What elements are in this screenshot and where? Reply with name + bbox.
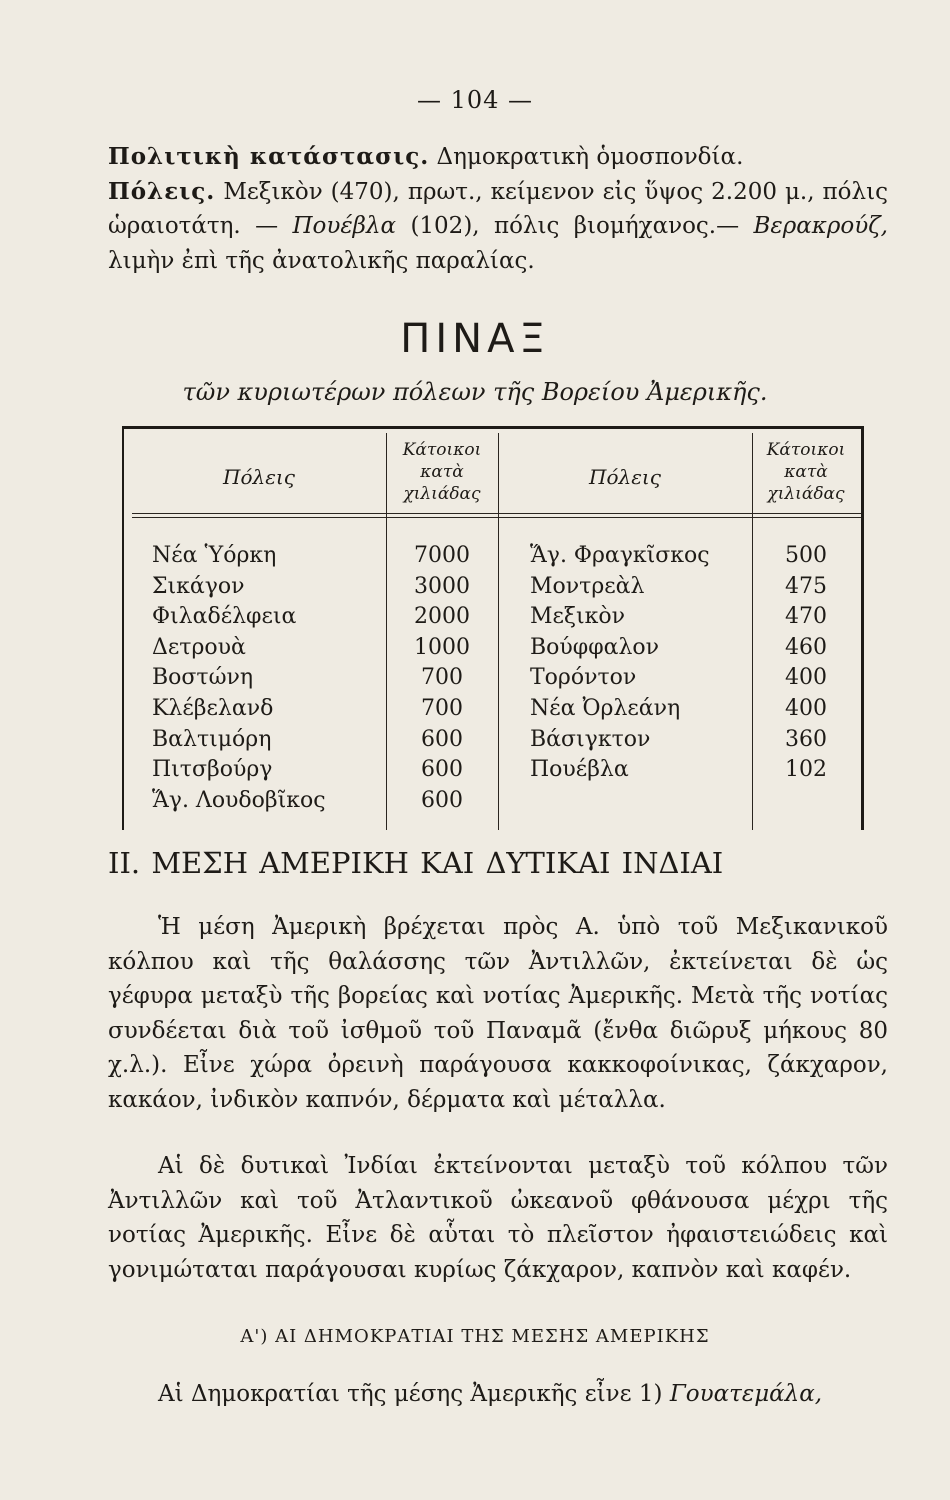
left-city-column bbox=[152, 541, 326, 816]
table-title: ΠΙΝΑΞ bbox=[400, 316, 550, 362]
right-city-column bbox=[530, 541, 710, 786]
sub-heading: Α') ΑΙ ΔΗΜΟΚΡΑΤΙΑΙ ΤΗΣ ΜΕΣΗΣ ΑΜΕΡΙΚΗΣ bbox=[240, 1326, 710, 1347]
table-cell-city: Βαλτιμόρη bbox=[152, 726, 272, 752]
paragraph-west-indies: Αἱ δὲ δυτικαὶ Ἰνδίαι ἐκτείνονται μεταξὺ τοῦ κόλπου τῶν Ἀντιλλῶν καὶ τοῦ Ἀτλαντικοῦ ὠκεανοῦ φθάνουσα μέχρι τῆς νοτίας Ἀμερικῆς. Εἶνε δὲ αὗται τὸ πλεῖστον ἠφαιστειώδεις καὶ γονιμώταται παράγουσαι κυρίως ζάκχαρον, καπνὸν καὶ καφέν. bbox=[108, 1153, 888, 1283]
table-subtitle: τῶν κυριωτέρων πόλεων τῆς Βορείου Ἀμερικῆς. bbox=[182, 378, 768, 406]
header-pop-line1: Κάτοικοι bbox=[766, 440, 846, 460]
mexico-text: Μεξικὸν (470), πρωτ., κείμενον εἰς ὕψος 2.200 μ., πόλις ὡραιοτάτη. — bbox=[108, 178, 888, 239]
table-cell-city: Τορόντον bbox=[530, 665, 637, 691]
header-divider bbox=[132, 513, 861, 514]
header-pop-line1: Κάτοικοι bbox=[402, 440, 482, 460]
table-cell-value: 600 bbox=[421, 726, 463, 752]
table-cell-value: 1000 bbox=[414, 634, 470, 660]
header-divider bbox=[132, 517, 861, 518]
header-pop-line2: κατὰ bbox=[784, 462, 828, 482]
political-text: Δημοκρατικὴ ὁμοσπονδία. bbox=[429, 144, 744, 170]
page-number: — 104 — bbox=[416, 86, 534, 114]
table-cell-city: Δετρουὰ bbox=[152, 634, 246, 660]
cities-table bbox=[122, 426, 864, 830]
table-cell-value: 475 bbox=[785, 573, 827, 599]
table-cell-value: 460 bbox=[785, 634, 827, 660]
last-line bbox=[108, 1377, 888, 1412]
header-cities-left: Πόλεις bbox=[223, 465, 295, 489]
left-value-column bbox=[386, 541, 498, 816]
political-label: Πολιτικὴ κατάστασις. bbox=[108, 143, 430, 170]
veracruz-text: λιμὴν ἐπὶ τῆς ἀνατολικῆς παραλίας. bbox=[108, 247, 535, 274]
veracruz-name: Βερακρούζ, bbox=[753, 213, 888, 239]
table-cell-value: 7000 bbox=[414, 543, 470, 568]
puebla-name: Πουέβλα bbox=[292, 213, 397, 239]
header-cities-right: Πόλεις bbox=[589, 465, 661, 489]
header-population-right bbox=[752, 439, 860, 505]
table-cell-city: Φιλαδέλφεια bbox=[152, 604, 297, 630]
header-pop-line2: κατὰ bbox=[420, 462, 464, 482]
table-cell-value: 400 bbox=[785, 695, 827, 721]
table-cell-value: 470 bbox=[785, 604, 827, 630]
table-cell-city: Νέα Ὑόρκη bbox=[152, 543, 277, 568]
table-cell-value: 360 bbox=[785, 726, 827, 752]
column-divider bbox=[498, 433, 499, 830]
guatemala-name: Γουατεμάλα, bbox=[669, 1381, 823, 1407]
table-cell-value: 2000 bbox=[414, 604, 470, 630]
table-cell-value: 400 bbox=[785, 665, 827, 691]
cities-label: Πόλεις. bbox=[108, 177, 216, 205]
header-pop-line3: χιλιάδας bbox=[767, 484, 845, 504]
header-pop-line3: χιλιάδας bbox=[403, 484, 481, 504]
table-cell-value: 500 bbox=[785, 543, 827, 568]
table-cell-city: Βοστώνη bbox=[152, 665, 254, 691]
table-cell-city: Βούφφαλον bbox=[530, 634, 660, 660]
table-cell-value: 600 bbox=[421, 787, 463, 813]
table-cell-city: Ἅγ. Λουδοβῖκος bbox=[152, 787, 326, 813]
table-cell-value: 600 bbox=[421, 757, 463, 783]
table-cell-city: Νέα Ὀρλεάνη bbox=[530, 695, 681, 721]
section-heading: II. ΜΕΣΗ ΑΜΕΡΙΚΗ ΚΑΙ ΔΥΤΙΚΑΙ ΙΝΔΙΑΙ bbox=[108, 846, 724, 880]
table-cell-city: Κλέβελανδ bbox=[152, 695, 274, 721]
table-cell-value: 700 bbox=[421, 695, 463, 721]
paragraph-central-america: Ἡ μέση Ἀμερικὴ βρέχεται πρὸς Α. ὑπὸ τοῦ Μεξικανικοῦ κόλπου καὶ τῆς θαλάσσης τῶν Ἀντιλλῶν, ἐκτείνεται δὲ ὡς γέφυρα μεταξὺ τῆς βορείας καὶ νοτίας Ἀμερικῆς. Μετὰ τῆς νοτίας συνδέεται διὰ τοῦ ἰσθμοῦ τοῦ Παναμᾶ (ἔνθα διῶρυξ μήκους 80 χ.λ.). Εἶνε χώρα ὀρεινὴ παράγουσα κακκοφοίνικας, ζάκχαρον, κακάον, ἰνδικὸν καπνόν, δέρματα καὶ μέταλλα. bbox=[108, 914, 888, 1113]
table-cell-city: Μοντρεὰλ bbox=[530, 573, 645, 599]
right-value-column bbox=[752, 541, 860, 786]
last-line-text: Αἱ Δημοκρατίαι τῆς μέσης Ἀμερικῆς εἶνε 1) bbox=[158, 1381, 670, 1407]
intro-paragraph bbox=[108, 140, 888, 278]
header-population-left bbox=[386, 439, 498, 505]
table-cell-city: Σικάγον bbox=[152, 573, 245, 599]
puebla-text: (102), πόλις βιομήχανος.— bbox=[396, 213, 754, 239]
table-cell-city: Μεξικὸν bbox=[530, 604, 626, 630]
table-cell-value: 3000 bbox=[414, 573, 470, 599]
table-cell-city: Βάσιγκτον bbox=[530, 726, 651, 752]
table-cell-value: 102 bbox=[785, 757, 827, 783]
table-cell-city: Ἅγ. Φραγκῖσκος bbox=[530, 543, 710, 568]
table-cell-value: 700 bbox=[421, 665, 463, 691]
table-cell-city: Πιτσβούργ bbox=[152, 757, 273, 783]
table-cell-city: Πουέβλα bbox=[530, 757, 629, 783]
